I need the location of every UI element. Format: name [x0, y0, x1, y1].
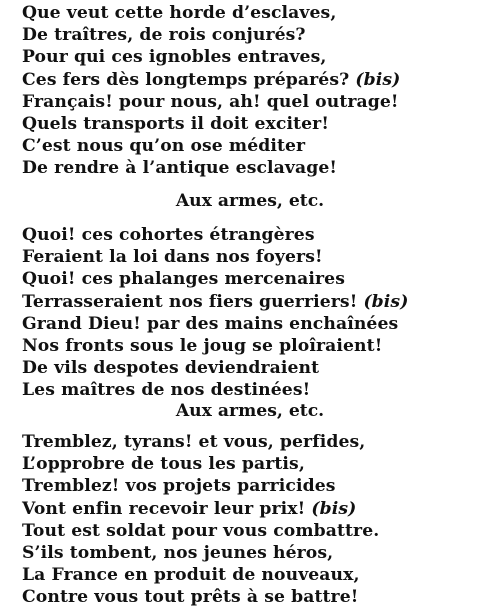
- verse-line: Pour qui ces ignobles entraves,: [22, 47, 327, 68]
- verse-line: C’est nous qu’on ose méditer: [22, 136, 306, 157]
- stanza-3: [22, 431, 492, 609]
- verse-line: De traîtres, de rois conjurés?: [22, 25, 306, 46]
- verse-line: Les maîtres de nos destinées!: [22, 380, 311, 401]
- verse-line: [22, 69, 492, 91]
- stanza-1: [22, 2, 492, 180]
- stanza-2: [22, 224, 492, 402]
- bis-marker: (bis): [311, 498, 357, 519]
- verse-line: S’ils tombent, nos jeunes héros,: [22, 542, 334, 563]
- verse-line: Contre vous tout prêts à se battre!: [22, 587, 359, 608]
- verse-line: De vils despotes deviendraient: [22, 358, 320, 379]
- bis-marker: (bis): [363, 291, 409, 312]
- verse-line: Feraient la loi dans nos foyers!: [22, 247, 323, 268]
- verse-line: De rendre à l’antique esclavage!: [22, 158, 338, 179]
- verse-line: [22, 498, 492, 520]
- verse-line: [22, 291, 492, 313]
- refrain-2: Aux armes, etc.: [175, 401, 325, 421]
- verse-line: Tremblez! vos projets parricides: [22, 476, 336, 497]
- verse-line: La France en produit de nouveaux,: [22, 565, 360, 586]
- verse-line: Grand Dieu! par des mains enchaînées: [22, 313, 399, 334]
- bis-marker: (bis): [355, 69, 401, 90]
- verse-line: Tout est soldat pour vous combattre.: [22, 520, 380, 541]
- refrain-1: Aux armes, etc.: [175, 191, 325, 211]
- verse-text: Ces fers dès longtemps préparés?: [22, 69, 356, 90]
- verse-text: Vont enfin recevoir leur prix!: [22, 498, 312, 519]
- verse-line: Que veut cette horde d’esclaves,: [22, 3, 337, 23]
- verse-line: Français! pour nous, ah! quel outrage!: [22, 91, 399, 112]
- verse-line: Quels transports il doit exciter!: [22, 113, 329, 134]
- verse-line: Quoi! ces phalanges mercenaires: [22, 269, 345, 290]
- verse-line: Tremblez, tyrans! et vous, perfides,: [22, 432, 366, 452]
- verse-text: Terrasseraient nos fiers guerriers!: [22, 291, 364, 312]
- verse-line: L’opprobre de tous les partis,: [22, 454, 305, 475]
- verse-line: Quoi! ces cohortes étrangères: [22, 225, 315, 245]
- verse-line: Nos fronts sous le joug se ploîraient!: [22, 335, 383, 356]
